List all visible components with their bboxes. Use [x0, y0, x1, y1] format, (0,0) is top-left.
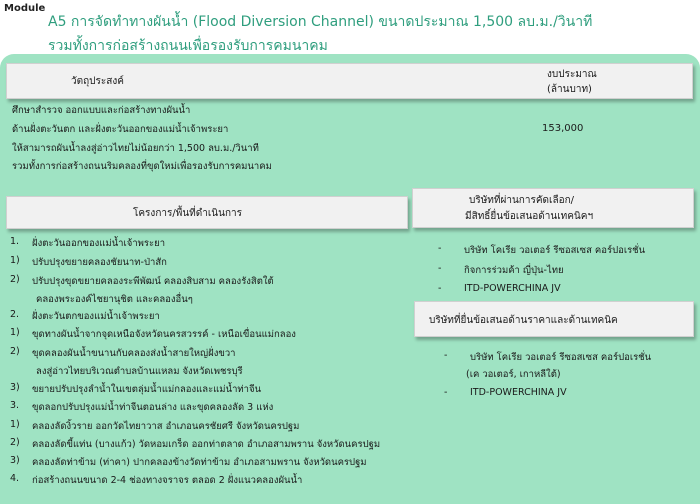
- budget-value: 153,000: [542, 123, 584, 134]
- objective-line: ศึกษาสำรวจ ออกแบบและก่อสร้างทางผันน้ำ: [12, 105, 191, 116]
- objective-line: ด้านฝั่งตะวันตก และฝั่งตะวันออกของแม่น้ำเจ้าพระยา: [12, 124, 229, 135]
- selected-companies-header: [412, 188, 694, 228]
- objective-line: รวมทั้งการก่อสร้างถนนริมคลองที่ขุดใหม่เพื่อรองรับการคมนาคม: [12, 161, 272, 172]
- module-label: Module: [4, 3, 46, 14]
- projects-header-label: โครงการ/พื้นที่ดำเนินการ: [133, 208, 242, 219]
- selected-companies-header-line1: บริษัทที่ผ่านการคัดเลือก/: [469, 195, 575, 206]
- projects-header: [6, 196, 408, 229]
- objective-line: ให้สามารถผันน้ำลงสู่อ่าวไทยไม่น้อยกว่า 1,500 ลบ.ม./วินาที: [12, 143, 259, 154]
- submitted-companies-header-label: บริษัทที่ยื่นข้อเสนอด้านราคาและด้านเทคนิค: [429, 315, 618, 326]
- submitted-companies-header: [414, 301, 694, 337]
- budget-header-unit: (ล้านบาท): [547, 84, 592, 95]
- submitted-company-subtext: (เค วอเตอร์, เกาหลีใต้): [466, 369, 561, 380]
- objective-header-label: วัตถุประสงค์: [71, 76, 124, 87]
- selected-companies-header-line2: มีสิทธิ์ยื่นข้อเสนอด้านเทคนิคฯ: [465, 211, 594, 222]
- budget-header-label: งบประมาณ: [547, 69, 597, 80]
- objective-header: [6, 63, 693, 99]
- page-title: A5 การจัดทำทางผันน้ำ (Flood Diversion Channel) ขนาดประมาณ 1,500 ลบ.ม./วินาที: [48, 14, 593, 30]
- page-title-line2: รวมทั้งการก่อสร้างถนนเพื่อรองรับการคมนาคม: [48, 38, 328, 54]
